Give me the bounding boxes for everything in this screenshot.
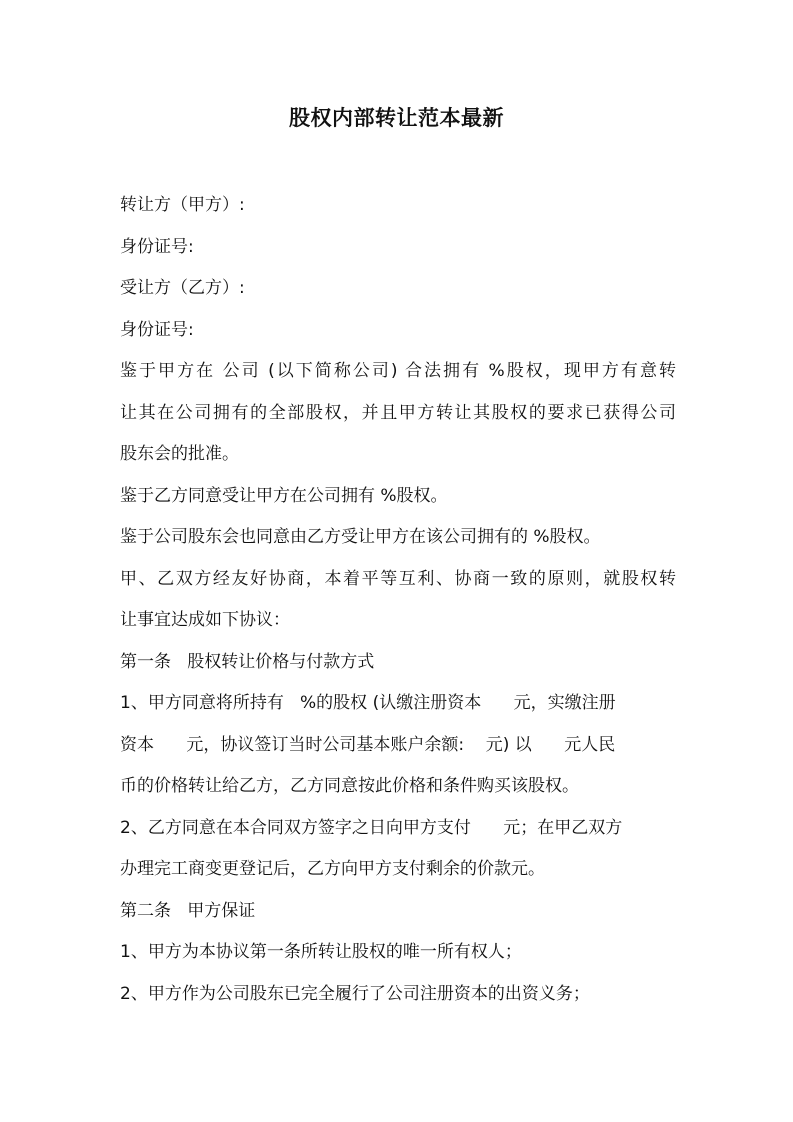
clause-line: 1、甲方为本协议第一条所转让股权的唯一所有权人； [120,942,522,962]
recital-line: 鉴于乙方同意受让甲方在公司拥有 %股权。 [120,485,448,506]
transferee-id-label: 身份证号: [120,319,194,340]
article-heading: 第一条 股权转让价格与付款方式 [120,651,375,672]
transferor-id-label: 身份证号: [120,236,194,257]
clause-line: 1、甲方同意将所持有 %的股权 (认缴注册资本 元，实缴注册 [120,693,616,713]
transferor-label: 转让方（甲方）: [120,195,245,215]
clause-line: 2、甲方作为公司股东已完全履行了公司注册资本的出资义务； [120,983,590,1004]
document-body [120,185,676,1015]
recital-line: 鉴于甲方在 公司 (以下简称公司) 合法拥有 %股权，现甲方有意转 [120,361,676,381]
clause-line: 办理完工商变更登记后，乙方向甲方支付剩余的价款元。 [120,859,545,879]
clause-line: 2、乙方同意在本合同双方签字之日向甲方支付 元；在甲乙双方 [120,817,623,838]
recital-line: 让其在公司拥有的全部股权，并且甲方转让其股权的要求已获得公司 [120,402,676,423]
recital-line: 股东会的批准。 [120,444,239,464]
document-title: 股权内部转让范本最新 [289,106,504,130]
article-heading: 第二条 甲方保证 [120,900,256,921]
recital-line: 甲、乙双方经友好协商，本着平等互利、协商一致的原则，就股权转 [120,568,676,589]
recital-line: 鉴于公司股东会也同意由乙方受让甲方在该公司拥有的 %股权。 [120,527,601,547]
clause-line: 资本 元，协议签订当时公司基本账户余额: 元) 以 元人民 [120,734,616,755]
transferee-label: 受让方（乙方）: [120,278,245,298]
clause-line: 币的价格转让给乙方，乙方同意按此价格和条件购买该股权。 [120,776,579,796]
recital-line: 让事宜达成如下协议： [120,610,290,630]
